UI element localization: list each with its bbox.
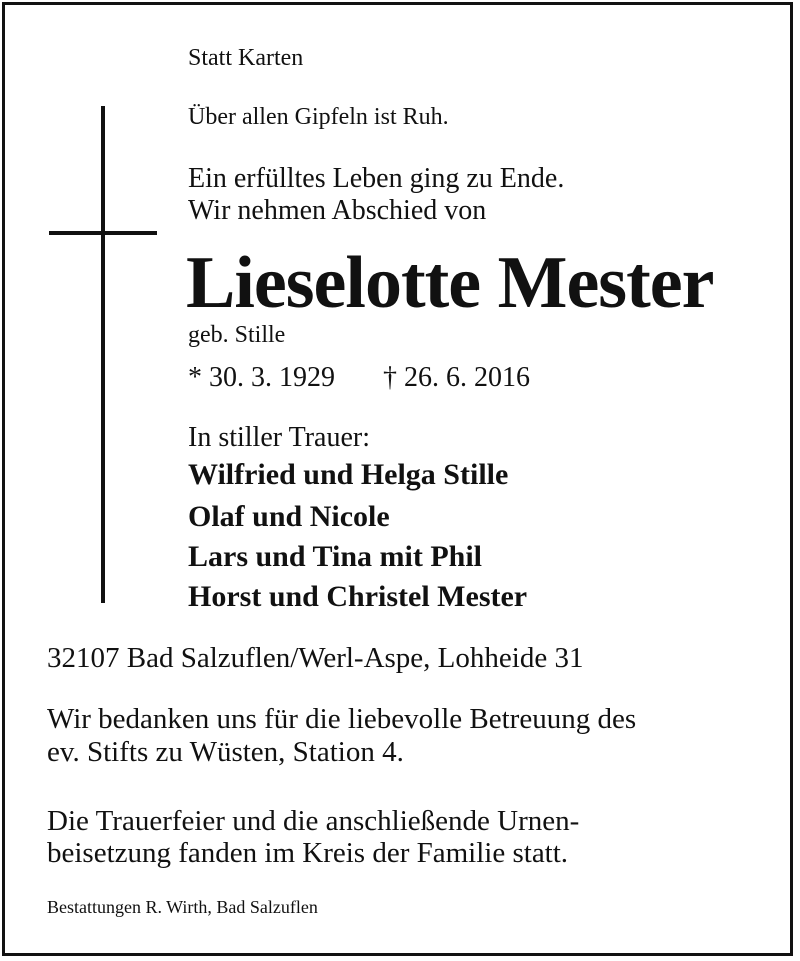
funeral-line-1: Die Trauerfeier und die anschließende Urnen- xyxy=(47,805,580,837)
thanks-line-1: Wir bedanken uns für die liebevolle Betreuung des xyxy=(47,703,637,735)
thanks-line-2: ev. Stifts zu Wüsten, Station 4. xyxy=(47,736,404,768)
statt-karten-text: Statt Karten xyxy=(188,45,304,71)
mourners-intro: In stiller Trauer: xyxy=(188,422,370,453)
address-text: 32107 Bad Salzuflen/Werl-Aspe, Lohheide 31 xyxy=(47,642,584,674)
maiden-name: geb. Stille xyxy=(188,322,286,348)
cross-icon xyxy=(101,106,105,603)
mourner-line: Lars und Tina mit Phil xyxy=(188,540,482,573)
mourner-line: Wilfried und Helga Stille xyxy=(188,458,509,491)
undertaker-text: Bestattungen R. Wirth, Bad Salzuflen xyxy=(47,897,318,917)
deceased-name: Lieselotte Mester xyxy=(186,242,714,324)
cross-icon-bar xyxy=(49,231,157,235)
mourner-line: Olaf und Nicole xyxy=(188,500,390,533)
birth-date: * 30. 3. 1929 xyxy=(188,362,335,393)
mourner-line: Horst und Christel Mester xyxy=(188,580,528,613)
death-date: † 26. 6. 2016 xyxy=(383,362,530,393)
funeral-line-2: beisetzung fanden im Kreis der Familie statt. xyxy=(47,837,569,869)
intro-line-2: Wir nehmen Abschied von xyxy=(188,195,487,226)
quote-text: Über allen Gipfeln ist Ruh. xyxy=(188,104,449,130)
intro-line-1: Ein erfülltes Leben ging zu Ende. xyxy=(188,163,565,194)
